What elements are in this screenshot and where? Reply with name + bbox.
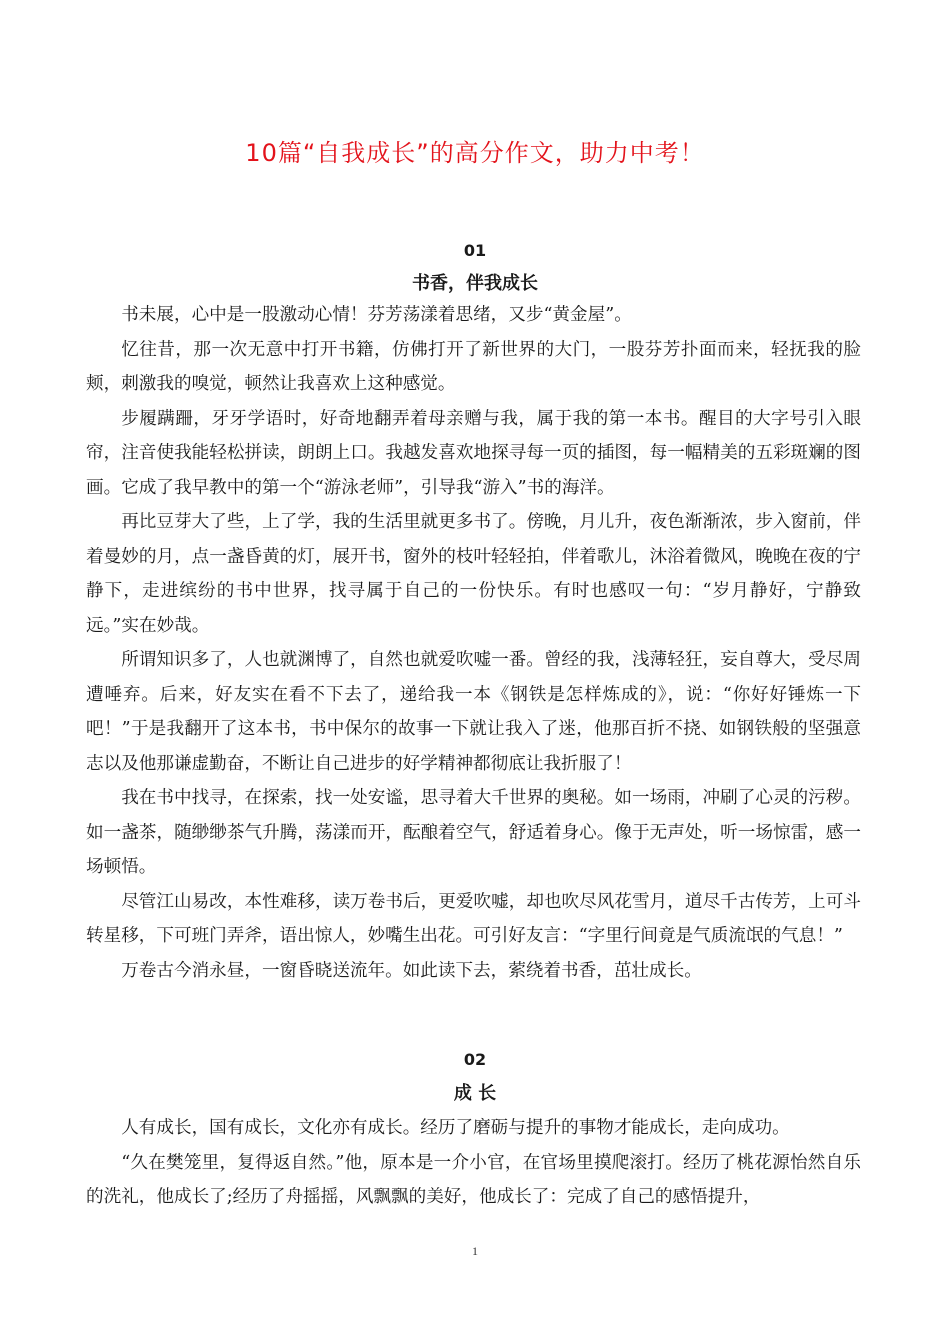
essay-title: 书香，伴我成长	[412, 273, 538, 294]
essay-number: 01	[463, 241, 487, 260]
paragraph: 忆往昔，那一次无意中打开书籍，仿佛打开了新世界的大门，一股芬芳扑面而来，轻抚我的脸颊，刺激我的嗅觉，顿然让我喜欢上这种感觉。	[86, 339, 861, 394]
paragraph: 步履蹒跚，牙牙学语时，好奇地翻弄着母亲赠与我，属于我的第一本书。醒目的大字号引入眼帘，注音使我能轻松拼读，朗朗上口。我越发喜欢地探寻每一页的插图，每一幅精美的五彩斑斓的图画。它成了我早教中的第一个“游泳老师”，引导我“游入”书的海洋。	[86, 408, 861, 498]
page-number: 1	[472, 1244, 478, 1258]
paragraph: 尽管江山易改，本性难移，读万卷书后，更爱吹嘘，却也吹尽风花雪月，道尽千古传芳，上可斗转星移，下可班门弄斧，语出惊人，妙嘴生出花。可引好友言：“字里行间竟是气质流氓的气息！”	[86, 891, 861, 946]
paragraph: 万卷古今消永昼，一窗昏晓送流年。如此读下去，萦绕着书香，茁壮成长。	[121, 960, 702, 981]
paragraph: 我在书中找寻，在探索，找一处安谧，思寻着大千世界的奥秘。如一场雨，冲刷了心灵的污秽。如一盏茶，随缈缈茶气升腾，荡漾而开，酝酿着空气，舒适着身心。像于无声处，听一场惊雷，感一场顿悟。	[86, 788, 861, 877]
paragraph: 再比豆芽大了些，上了学，我的生活里就更多书了。傍晚，月儿升，夜色渐渐浓，步入窗前，伴着曼妙的月，点一盏昏黄的灯，展开书，窗外的枝叶轻轻拍，伴着歌儿，沐浴着微风，晚晚在夜的宁静下，走进缤纷的书中世界，找寻属于自己的一份快乐。有时也感叹一句：“岁月静好，宁静致远。”实在妙哉。	[86, 512, 861, 636]
paragraph: 人有成长，国有成长，文化亦有成长。经历了磨砺与提升的事物才能成长，走向成功。	[121, 1118, 790, 1138]
essay-body	[86, 1111, 861, 1215]
essay-body	[86, 298, 861, 988]
paragraph: 书未展，心中是一股激动心情！芬芳荡漾着思绪，又步“黄金屋”。	[121, 305, 632, 325]
paragraph: “久在樊笼里，复得返自然。”他，原本是一介小官，在官场里摸爬滚打。经历了桃花源怡然自乐的洗礼，他成长了;经历了舟摇摇，风飘飘的美好，他成长了：完成了自己的感悟提升，	[86, 1152, 861, 1207]
essay-number: 02	[463, 1050, 487, 1069]
document-title: 10篇“自我成长”的高分作文，助力中考！	[245, 139, 705, 167]
essay-title: 成 长	[453, 1083, 497, 1104]
paragraph: 所谓知识多了，人也就渊博了，自然也就爱吹嘘一番。曾经的我，浅薄轻狂，妄自尊大，受尽周遭唾弃。后来，好友实在看不下去了，递给我一本《钢铁是怎样炼成的》，说：“你好好锤炼一下吧！”于是我翻开了这本书，书中保尔的故事一下就让我入了迷，他那百折不挠、如钢铁般的坚强意志以及他那谦虚勤奋，不断让自己进步的好学精神都彻底让我折服了！	[86, 650, 861, 774]
